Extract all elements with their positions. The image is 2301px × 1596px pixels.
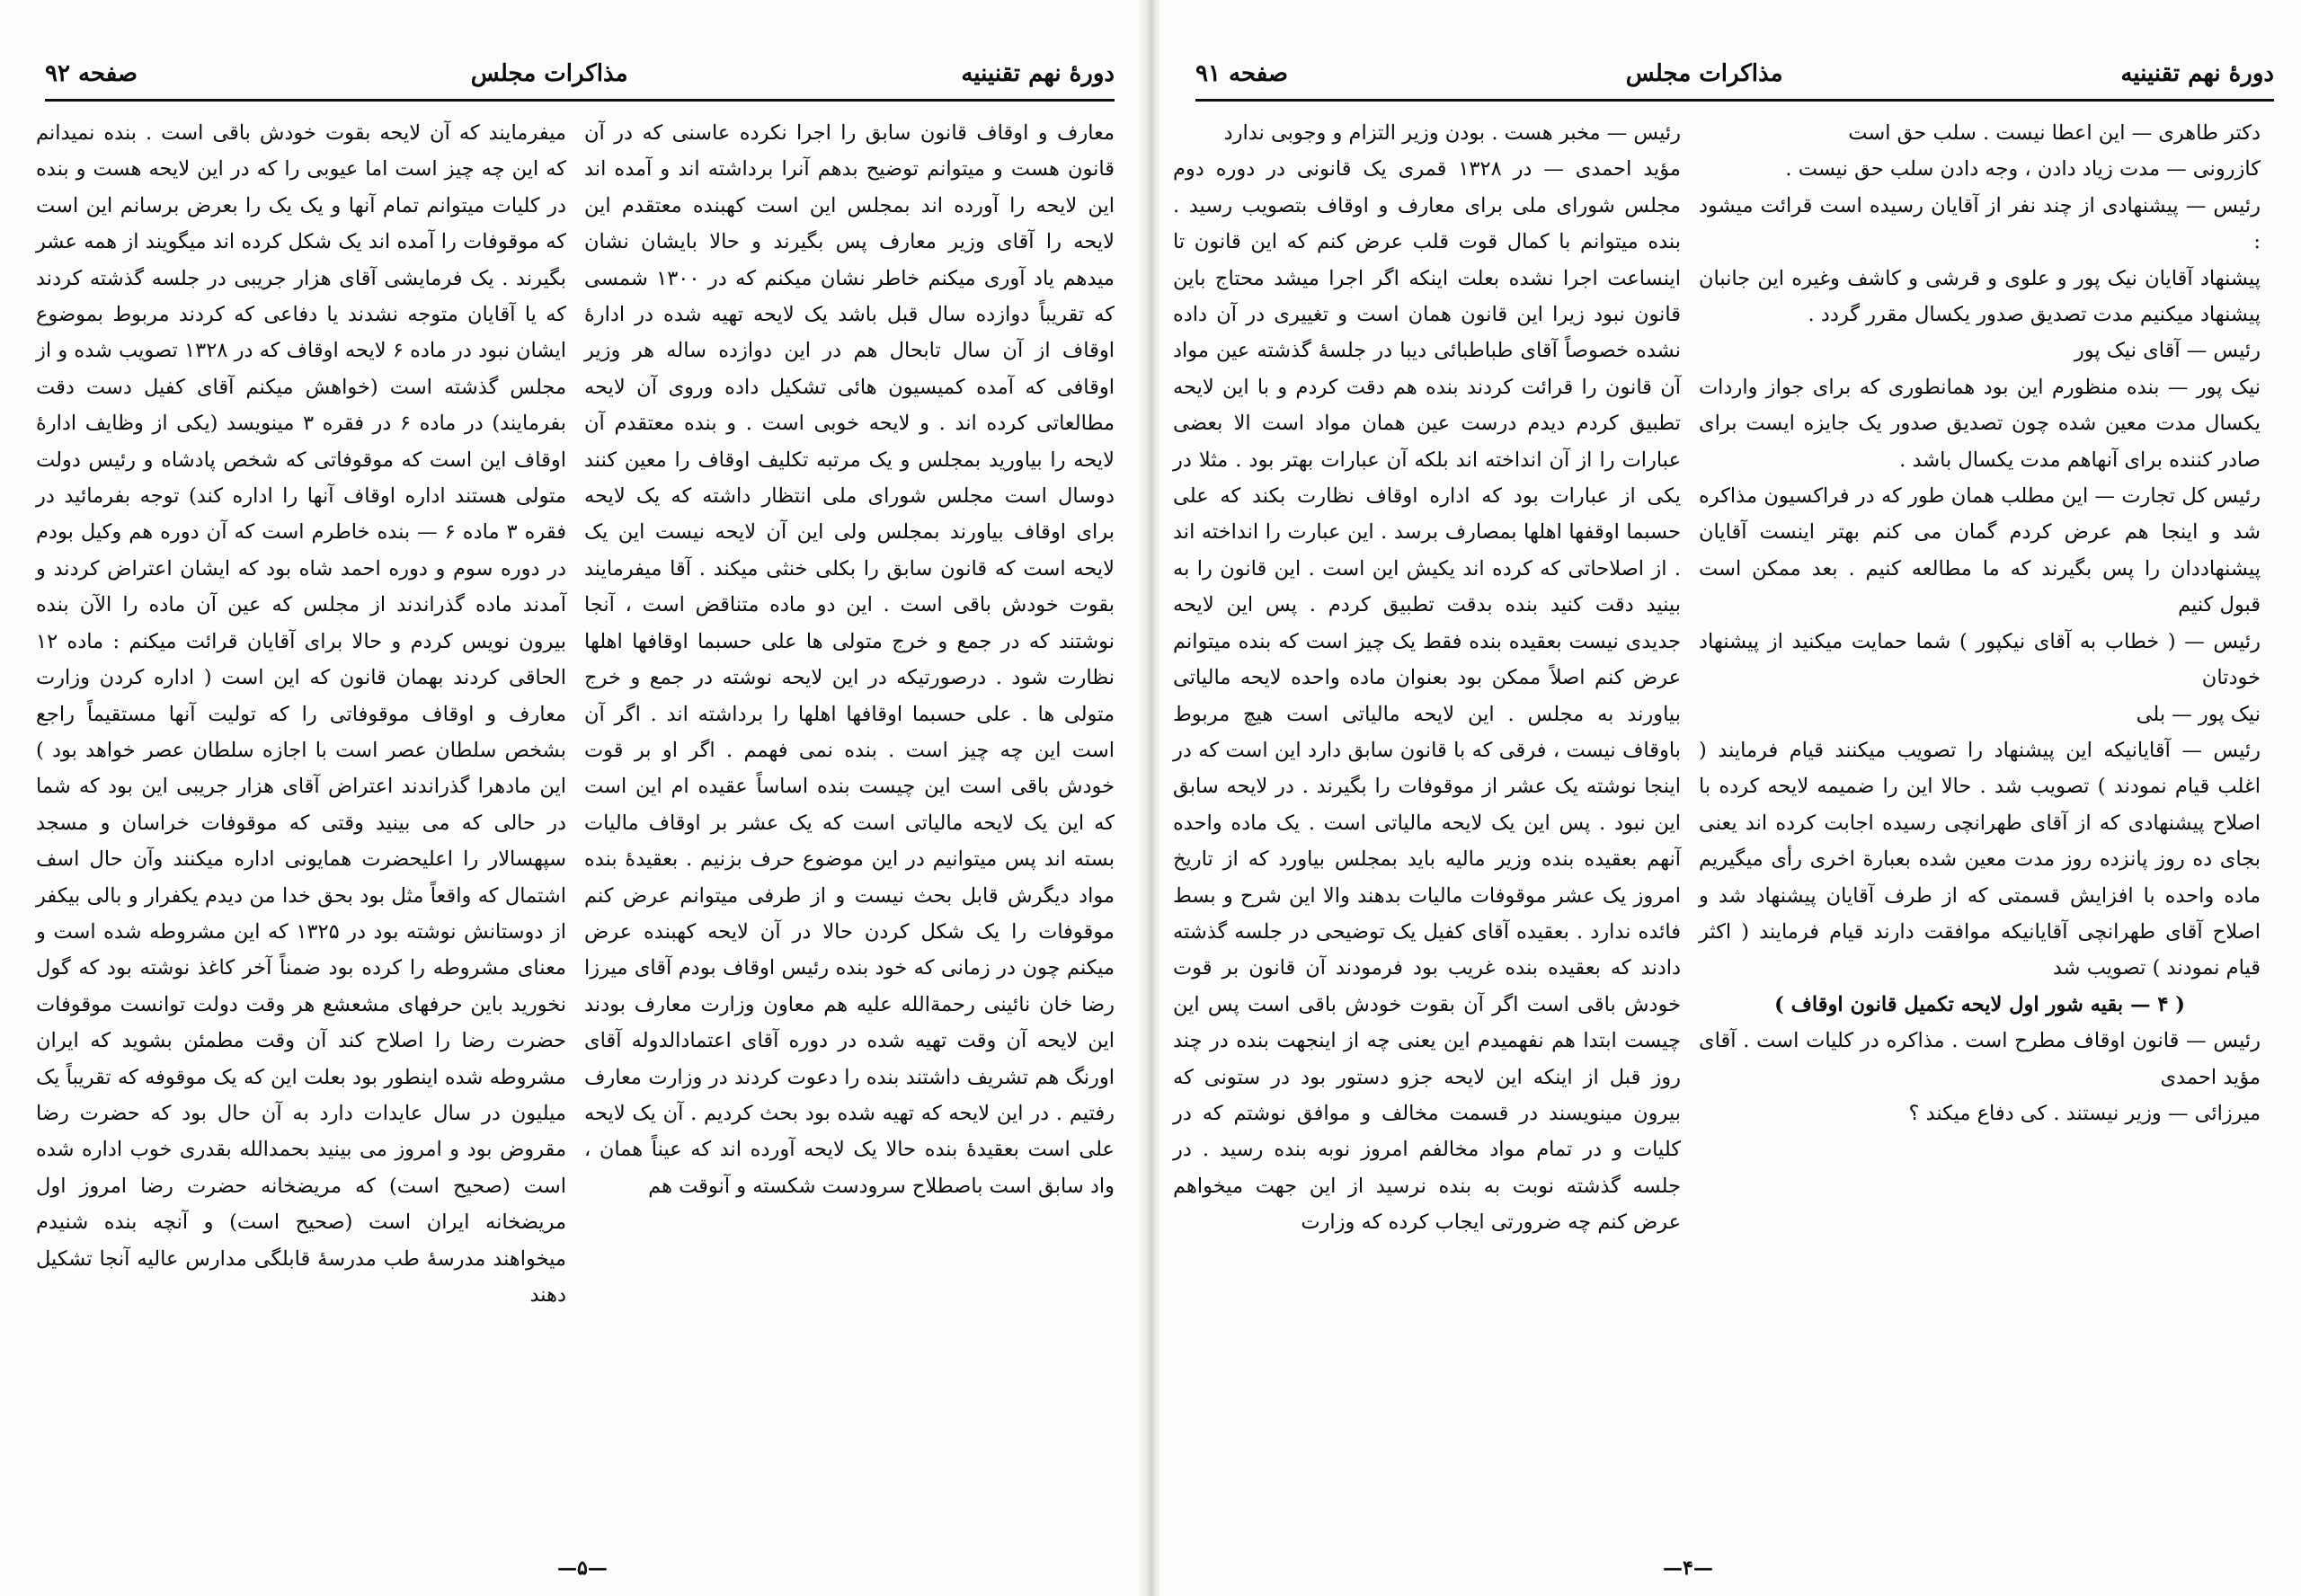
header-rule [45, 99, 1115, 102]
text-column-left [1173, 115, 1681, 1241]
session-title: دورهٔ نهم تقنینیه [961, 60, 1115, 87]
speaker-line: رئیس — آقای نیک پور [2074, 339, 2261, 363]
text-column-left [36, 115, 566, 1313]
speaker-line: رئیس — پیشنهادی از چند نفر از آقایان رسیده است قرائت میشود : [1699, 193, 2261, 254]
speaker-line: رئیس — ( خطاب به آقای نیکپور ) شما حمایت میکنید از پیشنهاد خودتان [1699, 629, 2261, 690]
right-page [1159, 0, 2301, 1596]
speaker-line: دکتر طاهری — این اعطا نیست . سلب حق است [1848, 121, 2261, 145]
speaker-line: رئیس — مخبر هست . بودن وزیر التزام و وجوبی ندارد [1223, 121, 1681, 145]
paragraph: معارف و اوقاف قانون سابق را اجرا نکرده عاسنی که در آن قانون هست و میتوانم توضیح بدهم آنرا برداشته اند و آمده اند این لایحه را آورده اند بمجلس این است کهبنده معتقدم این لایحه را آقای وزیر معارف پس بگیرند و حالا بایشان نشان میدهم یاد آوری میکنم خاطر نشان میکنم که در ۱۳۰۰ شمسی که تقریباً دوازده سال قبل باشد یک لایحه تهیه شده در ادارهٔ اوقاف از آن سال تابحال هم در این دوازده ساله هر وزیر اوقافی که آمده کمیسیون هائی تشکیل داده وروی آن لایحه مطالعاتی کرده اند . و لایحه خوبی است . و بنده معتقدم آن لایحه را بیاورید بمجلس و یک مرتبه تکلیف اوقاف را معین کنند دوسال است مجلس شورای ملی انتظار داشته که یک لایحه برای اوقاف بیاورند بمجلس ولی این آن لایحه نیست این یک لایحه است که قانون سابق را بکلی خنثی میکند . آقا میفرمایند بقوت خودش باقی است . این دو ماده متناقض است ، آنجا نوشتند که در جمع و خرج متولی ها علی حسبما اوقافها اهلها نظارت شود . درصورتیکه در این لایحه نوشته در جمع و خرج متولی ها . علی حسبما اوقافها اهلها را برداشته اند . اگر آن است این چه چیز است . بنده نمی فهمم . اگر او بر قوت خودش باقی است این چیست بنده اساساً عقیده ام این است که این یک لایحه مالیاتی است که یک عشر بر اوقاف مالیات بسته اند پس میتوانیم در این موضوع حرف بزنیم . بعقیدهٔ بنده مواد دیگرش قابل بحث نیست و از طرفی میتوانم عرض کنم موقوفات را یک شکل کردن حالا در آن لایحه کهبنده عرض میکنم چون در زمانی که خود بنده رئیس اوقاف بودم آقای میرزا رضا خان نائینی رحمةالله علیه هم معاون وزارت معارف بودند این لایحه آن وقت تهیه شده در دوره آقای اعتمادالدوله آقای اورنگ هم تشریف داشتند بنده را دعوت کردند در وزارت معارف رفتیم . در این لایحه که تهیه شده بود بحث کردیم . آن یک لایحه علی است بعقیدهٔ بنده حالا یک لایحه آورده اند که عیناً همان ، واد سابق است باصطلاح سرودست شکسته و آنوقت هم [584, 121, 1115, 1198]
header-rule [1195, 99, 2274, 102]
page-header [1195, 52, 2274, 95]
paragraph: میفرمایند که آن لایحه بقوت خودش باقی است . بنده نمیدانم که این چه چیز است اما عیوبی را که در این لایحه هست و بنده در کلیات میتوانم تمام آنها و یک یک را بعرض برسانم این است که موقوفات را آمده اند یک شکل کرده اند میگویند از همه عشر بگیرند . یک فرمایشی آقای هزار جریبی در جلسه گذشته کردند که یا آقایان متوجه نشدند یا دفاعی که کردند مربوط بموضوع ایشان نبود در ماده ۶ لایحه اوقاف که در ۱۳۲۸ تصویب شده و از مجلس گذشته است (خواهش میکنم آقای کفیل دست دقت بفرمایند) در ماده ۶ در فقره ۳ مینویسد (یکی از وظایف ادارهٔ اوقاف این است که موقوفاتی که شخص پادشاه و رئیس دولت متولی هستند اداره اوقاف آنها را اداره کند) توجه بفرمائید در فقره ۳ ماده ۶ — بنده خاطرم است که آن دوره هم وکیل بودم در دوره سوم و دوره احمد شاه بود که ایشان اعتراض کردند و آمدند ماده گذراندند از مجلس که عین آن ماده را الآن بنده بیرون نویس کردم و حالا برای آقایان قرائت میکنم : ماده ۱۲ الحاقی کردند بهمان قانون که این است ( اداره کردن وزارت معارف و اوقاف موقوفاتی را که تولیت آنها مستقیماً راجع بشخص سلطان عصر است با اجازه سلطان عصر خواهد بود ) این مادهرا گذراندند اعتراض آقای هزار جریبی این بود که شما در حالی که می بینید وقتی که موقوفات خراسان و مسجد سپهسالار را اعلیحضرت همایونی اداره میکنند وآن حال اسف اشتمال که واقعاً مثل بود بحق خدا من دیدم یکفرار و بالی بیکفر از دوستانش نوشته بود در ۱۳۲۵ که این مشروطه شده است و معنای مشروطه را کرده بود ضمناً آخر کاغذ نوشته بود که گول نخورید باین حرفهای مشعشع هر وقت دولت توانست موقوفات حضرت رضا را اصلاح کند آن وقت مطمئن بشوید که ایران مشروطه شده اینطور بود بعلت این که یک موقوفه که تقریباً یک میلیون در سال عایدات دارد به آن حال بود که حضرت رضا مقروض بود و امروز می بینید بحمدالله بقدری خوب اداره شده است (صحیح است) که مریضخانه حضرت رضا امروز اول مریضخانه ایران است (صحیح است) و آنچه بنده شنیدم میخواهند مدرسهٔ طب مدرسهٔ قابلگی مدارس عالیه آنجا تشکیل دهند [36, 121, 567, 1307]
page-label: صفحه ۹۲ [45, 60, 138, 87]
speaker-line: رئیس — قانون اوقاف مطرح است . مذاکره در کلیات است . آقای مؤید احمدی [1699, 1029, 2261, 1089]
speaker-line: نیک پور — بلی [2136, 702, 2261, 726]
proposal-text: پیشنهاد آقایان نیک پور و علوی و قرشی و کاشف وغیره این جانبان پیشنهاد میکنیم مدت تصدیق صدور یکسال مقرر گردد . [1699, 266, 2261, 327]
page-number: —۵— [557, 1556, 608, 1580]
page-label: صفحه ۹۱ [1195, 60, 1288, 87]
text-column-right [584, 115, 1115, 1204]
text-column-right [1699, 115, 2261, 1131]
section-heading: ( ۴ — بقیه شور اول لایحه تکمیل قانون اوقاف ) [1774, 992, 2185, 1016]
speaker-line: مؤید احمدی — در ۱۳۲۸ قمری یک قانونی در دوره دوم مجلس شورای ملی برای معارف و اوقاف بتصویب رسید . بنده میتوانم با کمال قوت قلب عرض کنم که این قانون تا اینساعت اجرا نشده بعلت اینکه اگر اجرا میشد محتاج باین قانون نبود زیرا این قانون همان است و تغییری در آن داده نشده خصوصاً آقای طباطبائی دیبا در جلسهٔ گذشته عین مواد آن قانون را قرائت کردند بنده هم دقت کردم و با این لایحه تطبیق کردم دیدم درست عین همان مواد است الا بعضی عبارات را از آن انداخته اند بلکه آن عبارات بهتر بود . مثلا در یکی از عبارات بود که اداره اوقاف نظارت بکند که علی حسبما اوقفها اهلها بمصارف برسد . این عبارت را انداخته اند . از اصلاحاتی که کرده اند یکیش این است . این قانون را به بینید دقت کنید بنده بدقت تطبیق کردم . پس این لایحه جدیدی نیست بعقیده بنده فقط یک چیز است که بنده میتوانم عرض کنم اصلاً ممکن بود بعنوان ماده واحده لایحه مالیاتی بیاورند به مجلس . این لایحه مالیاتی است هیچ مربوط باوقاف نیست ، فرقی که با قانون سابق دارد این است که در اینجا نوشته یک عشر از موقوفات را بگیرند . در لایحه سابق این نبود . پس این یک لایحه مالیاتی است . یک ماده واحده آنهم بعقیده بنده وزیر مالیه باید بمجلس بیاورد که از تاریخ امروز یک عشر موقوفات مالیات بدهند والا این شرح و بسط فائده ندارد . بعقیده آقای کفیل یک توضیحی در جلسه گذشته دادند که بعقیده بنده غریب بود فرمودند آن قانون بر قوت خودش باقی است اگر آن بقوت خودش باقی است پس این چیست ابتدا هم نفهمیدم این یعنی چه از اینجهت بنده در چند روز قبل از اینکه این لایحه جزو دستور بود در ستونی که بیرون مینویسند در قسمت مخالف و موافق نوشتم که در کلیات و در تمام مواد مخالفم امروز نوبه بنده رسید . در جلسه گذشته نوبت به بنده نرسید از این جهت میخواهم عرض کنم چه ضرورتی ایجاب کرده که وزارت [1173, 157, 1681, 1235]
journal-title: مذاکرات مجلس [470, 60, 628, 87]
speaker-line: رئیس — آقایانیکه این پیشنهاد را تصویب میکنند قیام فرمایند ( اغلب قیام نمودند ) تصویب شد . حالا این را ضمیمه لایحه کرده با اصلاح پیشنهادی که از آقای طهرانچی رسیده اجابت کرده اند یعنی بجای ده روز پانزده روز مدت معین شده بعبارة اخری رأی میگیریم ماده واحده با افزایش قسمتی که از طرف آقایان پیشنهاد شد و اصلاح آقای طهرانچی آقایانیکه موافقت دارند قیام فرمایند ( اکثر قیام نمودند ) تصویب شد [1699, 738, 2261, 980]
left-page [0, 0, 1143, 1596]
page-header [45, 52, 1115, 95]
speaker-line: کازرونی — مدت زیاد دادن ، وجه دادن سلب حق نیست . [1785, 157, 2261, 182]
speaker-line: میرزائی — وزیر نیستند . کی دفاع میکند ؟ [1908, 1101, 2261, 1125]
journal-title: مذاکرات مجلس [1625, 60, 1783, 87]
session-title: دورهٔ نهم تقنینیه [2120, 60, 2274, 87]
speaker-line: نیک پور — بنده منظورم این بود همانطوری که برای جواز واردات یکسال مدت معین شده چون تصدیق صدور یک جایزه ایست برای صادر کننده برای آنهاهم مدت یکسال باشد . [1699, 375, 2261, 472]
speaker-line: رئیس کل تجارت — این مطلب همان طور که در فراکسیون مذاکره شد و اینجا هم عرض کردم گمان می کنم بهتر اینست آقایان پیشنهاددان را پس بگیرند که ما مطالعه کنیم . بعد ممکن است قبول کنیم [1699, 484, 2261, 617]
page-number: —۴— [1663, 1556, 1713, 1580]
